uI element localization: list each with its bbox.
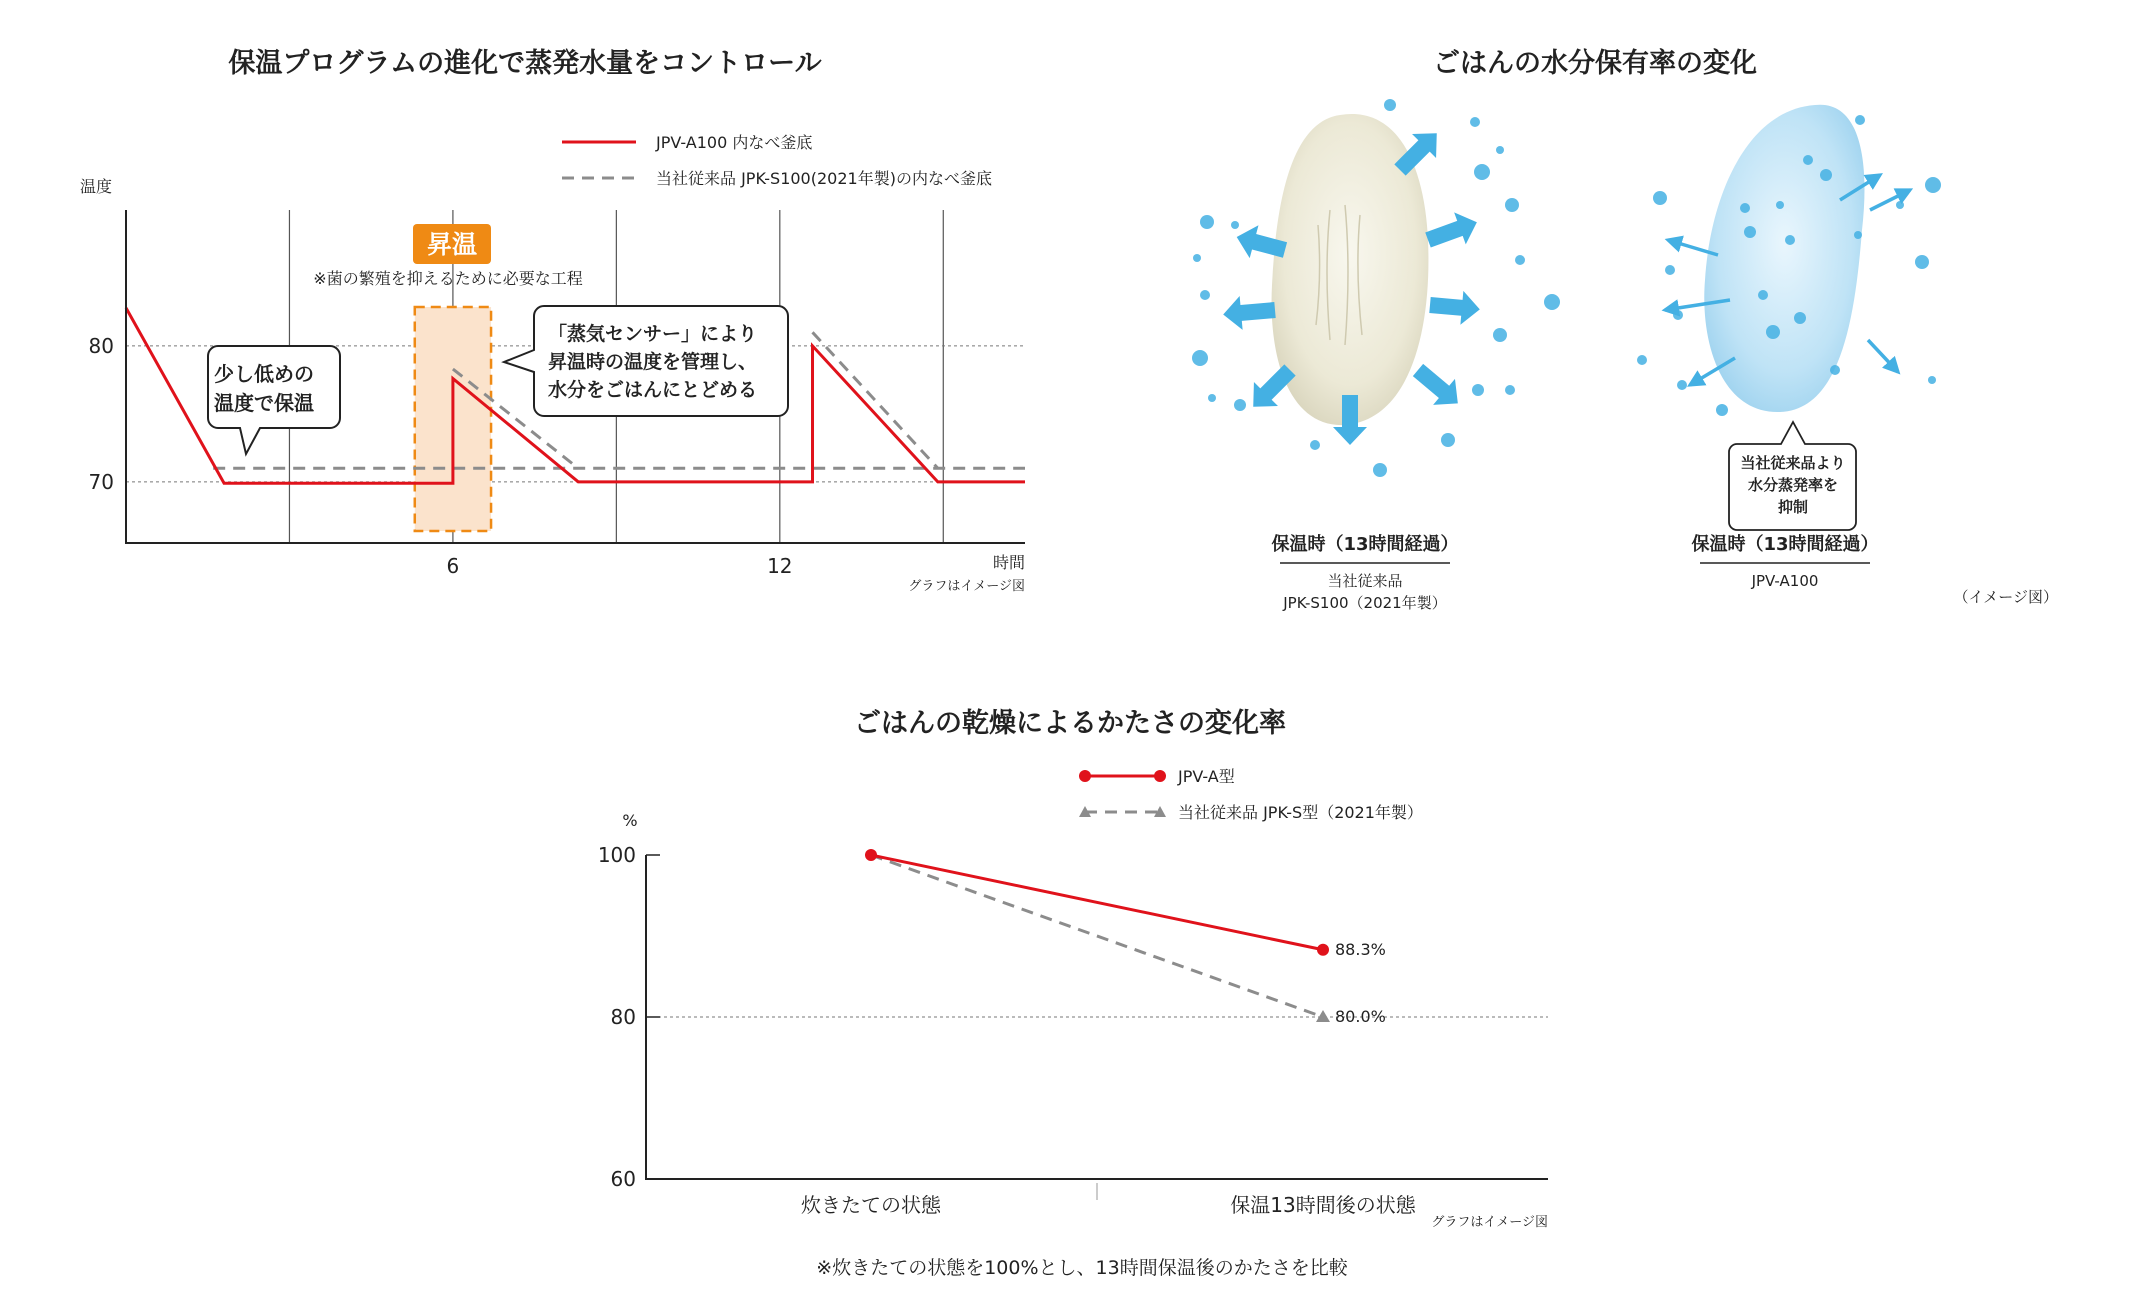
water-drop [1673, 310, 1683, 320]
water-drop [1470, 117, 1480, 127]
chart2-ticks [598, 843, 1417, 1217]
water-drop [1441, 433, 1455, 447]
callout-left-line-2: 温度で保温 [214, 391, 314, 415]
hardness-chart [598, 707, 1548, 1279]
water-drop [1384, 99, 1396, 111]
arrow-shape [1429, 288, 1482, 326]
x-category-label: 炊きたての状態 [801, 1193, 941, 1217]
callout-right-line-1: 「蒸気センサー」により [548, 323, 758, 345]
y-tick-label: 100 [597, 843, 636, 867]
legend2-label-old: 当社従来品 JPK-S型（2021年製） [1178, 803, 1423, 822]
chart2-note: グラフはイメージ図 [1431, 1215, 1548, 1230]
callout-right-line-3: 水分をごはんにとどめる [548, 379, 758, 401]
water-drop [1716, 404, 1728, 416]
x-tick-label: 12 [767, 554, 793, 578]
evaporation-arrow [1407, 357, 1469, 416]
evaporation-arrow [1870, 190, 1910, 210]
water-drop [1785, 235, 1795, 245]
water-drop [1192, 350, 1208, 366]
water-drop [1637, 355, 1647, 365]
water-drop [1208, 394, 1216, 402]
moisture-illustration [1192, 47, 2058, 612]
illustration-note: （イメージ図） [1953, 588, 2058, 606]
temperature-chart [80, 47, 1025, 594]
water-drop [1928, 376, 1936, 384]
y-tick-label: 60 [610, 1167, 636, 1191]
old-point [1316, 1010, 1330, 1022]
x-tick-label: 6 [446, 554, 460, 578]
water-drop [1474, 164, 1490, 180]
y-tick-label: 70 [88, 469, 114, 494]
right-sub-1: JPV-A100 [1751, 572, 1819, 590]
water-drop [1260, 303, 1270, 313]
water-drop [1496, 146, 1504, 154]
x-category-label: 保温13時間後の状態 [1230, 1193, 1416, 1217]
bubble-line-3: 抑制 [1777, 498, 1809, 516]
water-drop [1310, 440, 1320, 450]
bubble-line-1: 当社従来品より [1740, 454, 1846, 472]
evaporation-arrow [1422, 206, 1482, 256]
water-drop [1515, 255, 1525, 265]
y-tick-label: 80 [610, 1005, 636, 1029]
water-drop [1193, 254, 1201, 262]
water-drop [1740, 203, 1750, 213]
arrow-shape [1422, 206, 1482, 256]
evaporation-arrow [1429, 288, 1482, 326]
bubble-line-2: 水分蒸発率を [1747, 476, 1839, 494]
left-sub-1: 当社従来品 [1327, 572, 1403, 590]
water-drop [1505, 385, 1515, 395]
water-drop [1472, 384, 1484, 396]
heating-note: ※菌の繁殖を抑えるために必要な工程 [313, 269, 583, 288]
jpv-point [1317, 944, 1329, 956]
heating-label: 昇温 [426, 230, 478, 259]
water-drop [1803, 155, 1813, 165]
chart2-y-unit: % [622, 811, 638, 830]
x-axis-label: 時間 [992, 553, 1025, 572]
chart1-note: グラフはイメージ図 [908, 579, 1025, 594]
water-drop [1493, 328, 1507, 342]
chart1-title: 保温プログラムの進化で蒸発水量をコントロール [228, 48, 822, 79]
water-drop [1766, 325, 1780, 339]
chart2-title: ごはんの乾燥によるかたさの変化率 [854, 708, 1286, 739]
legend-label-jpv: JPV-A100 内なべ釜底 [656, 133, 813, 152]
legend2-marker-jpv-end [1154, 770, 1166, 782]
water-drop [1758, 290, 1768, 300]
y-tick-label: 80 [88, 333, 114, 358]
legend-label-old: 当社従来品 JPK-S100(2021年製)の内なべ釜底 [656, 169, 992, 188]
water-drop [1855, 115, 1865, 125]
evaporation-arrow [1222, 293, 1277, 331]
water-drop [1200, 290, 1210, 300]
water-drop [1820, 169, 1832, 181]
data-label: 80.0% [1335, 1007, 1386, 1026]
legend2-marker-jpv-start [1079, 770, 1091, 782]
water-drop [1830, 365, 1840, 375]
left-sub-2: JPK-S100（2021年製） [1283, 594, 1447, 612]
suppression-bubble [1729, 422, 1856, 530]
arrow-shape [1222, 293, 1277, 331]
water-drop [1794, 312, 1806, 324]
evaporation-arrow [1868, 340, 1898, 372]
illustration-title: ごはんの水分保有率の変化 [1433, 48, 1757, 79]
data-label: 88.3% [1335, 939, 1386, 959]
water-drop [1776, 201, 1784, 209]
water-drop [1925, 177, 1941, 193]
water-drop [1653, 191, 1667, 205]
water-drop [1677, 380, 1687, 390]
series-old-line [813, 332, 938, 468]
water-drop [1200, 215, 1214, 229]
water-drop [1665, 265, 1675, 275]
rice-grain-new [1704, 105, 1864, 412]
water-drop [1854, 231, 1862, 239]
left-caption: 保温時（13時間経過） [1271, 534, 1459, 555]
water-drop [1373, 463, 1387, 477]
chart2-series [865, 849, 1386, 1026]
series-jpv-line [871, 855, 1323, 950]
jpv-point [865, 849, 877, 861]
water-drop [1505, 198, 1519, 212]
callout-left-line-1: 少し低めの [214, 362, 314, 386]
right-caption: 保温時（13時間経過） [1691, 534, 1879, 555]
callout-left [208, 346, 340, 454]
water-drop [1234, 399, 1246, 411]
water-drop [1231, 221, 1239, 229]
water-drop [1896, 201, 1904, 209]
water-drop [1915, 255, 1929, 269]
arrow-shape [1407, 357, 1469, 416]
chart2-footnote: ※炊きたての状態を100%とし、13時間保温後のかたさを比較 [816, 1257, 1348, 1279]
water-drop [1744, 226, 1756, 238]
y-axis-label: 温度 [80, 177, 113, 196]
legend2-label-jpv: JPV-A型 [1178, 767, 1235, 786]
water-drop [1544, 294, 1560, 310]
callout-right [504, 306, 788, 416]
callout-right-line-2: 昇温時の温度を管理し、 [548, 351, 758, 373]
